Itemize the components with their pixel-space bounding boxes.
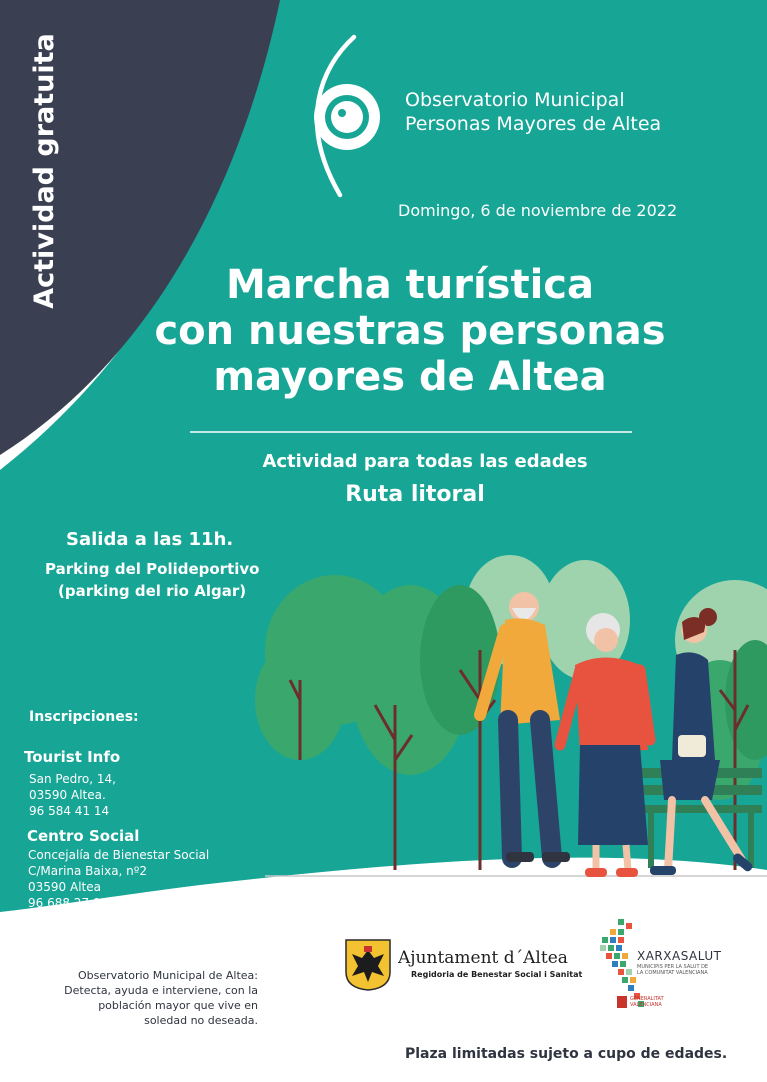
- observatory-eye-logo-icon: [302, 33, 386, 203]
- centro-social-address: [28, 847, 209, 911]
- title-line2: con nuestras personas: [154, 308, 666, 354]
- footer-note: Plaza limitadas sujeto a cupo de edades.: [405, 1046, 728, 1062]
- generalitat-emblem-icon: [617, 996, 627, 1008]
- departure-time: Salida a las 11h.: [66, 529, 234, 550]
- centro-social-name: Centro Social: [27, 827, 140, 845]
- ajuntament-dept: Regidoria de Benestar Social i Sanitat: [411, 970, 583, 979]
- note-line3: población mayor que vive en: [98, 999, 258, 1012]
- ajuntament-name: Ajuntament d´Altea: [398, 948, 568, 968]
- note-line2: Detecta, ayuda e interviene, con la: [64, 984, 258, 997]
- generalitat-line1: GENERALITAT: [630, 996, 664, 1002]
- departure-place-line1: Parking del Polideportivo: [45, 560, 260, 578]
- route-name: Ruta litoral: [345, 482, 485, 507]
- xarxasalut-sub2: LA COMUNITAT VALENCIANA: [637, 970, 708, 976]
- centro-social-phone: 96 688 27 02: [28, 896, 109, 910]
- event-date: Domingo, 6 de noviembre de 2022: [398, 201, 678, 220]
- generalitat-line2: VALENCIANA: [630, 1002, 662, 1008]
- org-name-line2: Personas Mayores de Altea: [405, 113, 662, 135]
- tourist-info-name: Tourist Info: [24, 748, 121, 766]
- centro-social-line1: Concejalía de Bienestar Social: [28, 848, 210, 862]
- xarxasalut-subtitle: [637, 964, 708, 976]
- note-line4: soledad no deseada.: [144, 1014, 258, 1027]
- departure-place-line2: (parking del rio Algar): [58, 582, 247, 600]
- event-subtitle: Actividad para todas las edades: [262, 451, 588, 472]
- centro-social-line2: C/Marina Baixa, nº2: [28, 864, 148, 878]
- registration-heading: Inscripciones:: [29, 709, 139, 725]
- event-title: [140, 262, 680, 400]
- title-line3: mayores de Altea: [213, 354, 607, 400]
- xarxasalut-sub1: MUNICIPIS PER LA SALUT DE: [637, 964, 709, 970]
- tourist-info-line1: San Pedro, 14,: [29, 772, 116, 786]
- xarxasalut-name: XARXASALUT: [637, 949, 722, 963]
- observatory-note: [30, 968, 258, 1028]
- note-line1: Observatorio Municipal de Altea:: [78, 969, 258, 982]
- ajuntament-crest-icon: [344, 938, 392, 992]
- tourist-info-line2: 03590 Altea.: [29, 788, 106, 802]
- tourist-info-phone: 96 584 41 14: [29, 804, 110, 818]
- side-banner-text: Actividad gratuita: [29, 33, 60, 309]
- centro-social-line3: 03590 Altea: [28, 880, 101, 894]
- tourist-info-address: [29, 771, 116, 819]
- org-name-line1: Observatorio Municipal: [405, 89, 625, 111]
- title-line1: Marcha turística: [225, 262, 594, 308]
- generalitat-text: [630, 996, 664, 1008]
